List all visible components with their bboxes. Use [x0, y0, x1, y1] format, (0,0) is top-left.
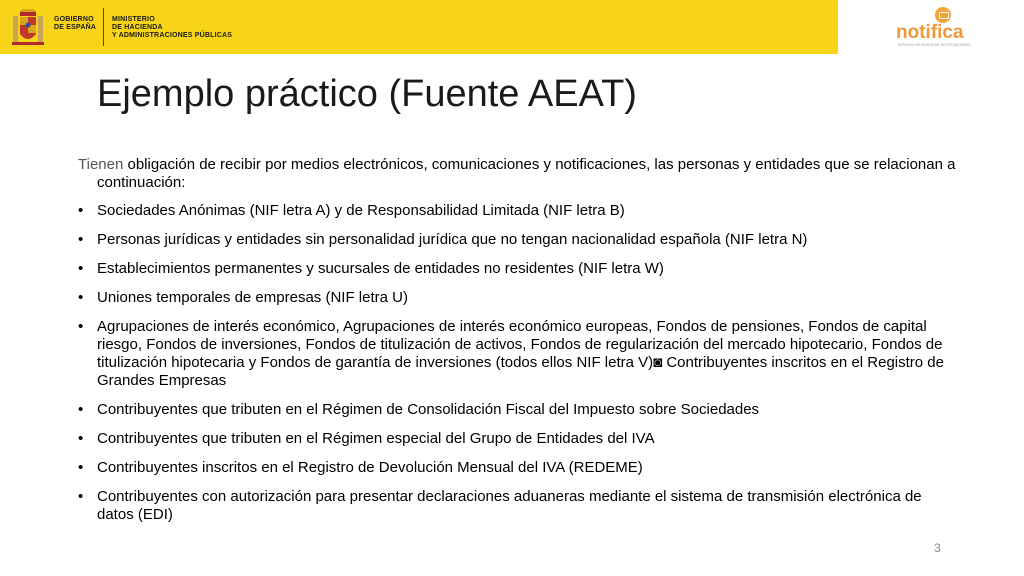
- bullet-icon: •: [78, 401, 84, 418]
- intro-paragraph: [78, 156, 958, 192]
- bullet-list: [78, 202, 958, 524]
- list-item: [78, 260, 958, 278]
- page-number: 3: [934, 541, 941, 555]
- slide-title: Ejemplo práctico (Fuente AEAT): [97, 73, 637, 115]
- bullet-icon: •: [78, 430, 84, 447]
- list-item: [78, 401, 958, 419]
- intro-lead: Tienen: [78, 156, 128, 173]
- notifica-tagline: SERVICIO DE AVISOS DE NOTIFICACIONES: [898, 43, 971, 47]
- banner-divider: [103, 8, 104, 46]
- list-item-text: Agrupaciones de interés económico, Agrupaciones de interés económico europeas, Fondos de pensiones, Fondos de capital riesgo, Fondos de inversiones, Fondos de titulización de activos, Fondos de regularización del mercado hipotecario, Fondos de titulización hipotecaria y Fondos de garantía de inversiones (todos ellos NIF letra V)◙ Contribuyentes inscritos en el Registro de Grandes Empresas: [97, 318, 944, 389]
- slide-body: [78, 156, 958, 535]
- list-item-text: Establecimientos permanentes y sucursales de entidades no residentes (NIF letra W): [97, 260, 664, 277]
- list-item-text: Contribuyentes que tributen en el Régimen especial del Grupo de Entidades del IVA: [97, 430, 655, 447]
- bullet-icon: •: [78, 289, 84, 306]
- ministerio-label: MINISTERIO DE HACIENDA Y ADMINISTRACIONES PÚBLICAS: [112, 16, 233, 39]
- bullet-icon: •: [78, 202, 84, 219]
- bullet-icon: •: [78, 459, 84, 476]
- list-item: [78, 459, 958, 477]
- list-item: [78, 202, 958, 220]
- list-item: [78, 231, 958, 249]
- coat-of-arms-icon: [10, 6, 46, 48]
- bullet-icon: •: [78, 260, 84, 277]
- list-item: [78, 289, 958, 307]
- list-item-text: Contribuyentes inscritos en el Registro de Devolución Mensual del IVA (REDEME): [97, 459, 643, 476]
- list-item: [78, 488, 958, 524]
- notifica-logo: [892, 4, 972, 50]
- list-item-text: Sociedades Anónimas (NIF letra A) y de Responsabilidad Limitada (NIF letra B): [97, 202, 625, 219]
- bullet-icon: •: [78, 318, 84, 335]
- bullet-icon: •: [78, 231, 84, 248]
- envelope-icon: [935, 7, 951, 23]
- intro-text: obligación de recibir por medios electrónicos, comunicaciones y notificaciones, las personas y entidades que se relacionan a continuación:: [97, 156, 956, 191]
- list-item-text: Contribuyentes con autorización para presentar declaraciones aduaneras mediante el sistema de transmisión electrónica de datos (EDI): [97, 488, 922, 523]
- government-banner: [0, 0, 838, 54]
- notifica-wordmark: notifica: [896, 22, 964, 43]
- list-item: [78, 318, 958, 390]
- list-item-text: Contribuyentes que tributen en el Régimen de Consolidación Fiscal del Impuesto sobre Sociedades: [97, 401, 760, 418]
- list-item: [78, 430, 958, 448]
- list-item-text: Uniones temporales de empresas (NIF letra U): [97, 289, 408, 306]
- gobierno-de-espana-label: GOBIERNO DE ESPAÑA: [54, 16, 97, 31]
- bullet-icon: •: [78, 488, 84, 505]
- list-item-text: Personas jurídicas y entidades sin personalidad jurídica que no tengan nacionalidad española (NIF letra N): [97, 231, 808, 248]
